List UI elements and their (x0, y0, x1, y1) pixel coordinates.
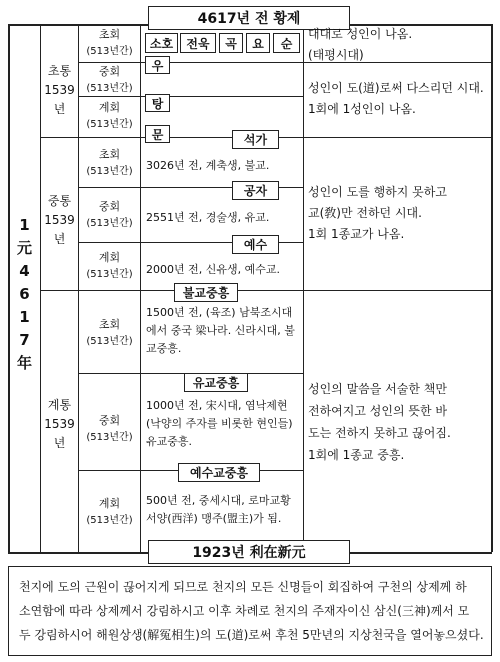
sub-label-7 (79, 316, 140, 350)
sub-period: (513년간) (86, 218, 133, 229)
sage-box-4 (246, 33, 270, 53)
sage-label: 탕 (151, 96, 164, 111)
note-line: 전하여지고 성인의 뜻한 바 (308, 404, 447, 418)
event-line: 서양(西洋) 맹주(盟主)가 됨. (146, 512, 282, 525)
bottom-line: 두 강림하시어 해원상생(解冤相生)의 도(道)로써 후천 5만년의 지상천국을 열어놓으셨다. (19, 628, 484, 642)
sub-period: (513년간) (86, 432, 133, 443)
bottom-title-box (148, 540, 350, 564)
event-text-2: 2551년 전, 경술생, 유교. (146, 211, 270, 224)
sage-label: 곡 (225, 36, 237, 51)
era-name: 초통 (47, 64, 72, 78)
sub-name: 초회 (98, 148, 121, 161)
event-line: 1500년 전, (육조) 남북조시대 (146, 306, 293, 319)
era-years: 1539년 (44, 417, 75, 450)
bulgyo-box (174, 283, 238, 302)
sub-label-5 (79, 198, 140, 232)
frame-bottom-line-right (350, 552, 492, 554)
era-years: 1539년 (44, 213, 75, 246)
sub-period: (513년간) (86, 336, 133, 347)
event-line: 500년 전, 중세시대, 로마교황 (146, 494, 291, 507)
sub-label-9 (79, 495, 140, 529)
era-gyetong (41, 396, 78, 453)
gongja-box (232, 181, 279, 200)
era-years: 1539년 (44, 83, 75, 116)
yesugyo-box (178, 463, 260, 482)
sub-label-3 (79, 99, 140, 133)
right-note-4 (308, 378, 490, 466)
vertical-char: 7 (19, 331, 30, 349)
sage-label: 순 (280, 36, 293, 51)
sub-name: 계회 (98, 497, 121, 510)
sub-label-4 (79, 146, 140, 180)
era-jungtong (41, 192, 78, 249)
note-line: 도는 전하지 못하고 끊어짐. (308, 426, 451, 440)
sub-label-2 (79, 63, 140, 97)
seokga-label: 석가 (243, 133, 268, 147)
sub-name: 계회 (98, 101, 121, 114)
note-line: (태평시대) (308, 48, 364, 62)
sage-label: 우 (151, 58, 164, 73)
bottom-line: 천지에 도의 근원이 끊어지게 되므로 천지의 모든 신명들이 회집하여 구천의 상제께 하 (19, 580, 467, 594)
sage-label: 전욱 (186, 36, 210, 51)
era-name: 중통 (47, 194, 72, 208)
col-divider-3 (140, 24, 141, 552)
col-divider-4 (303, 24, 304, 552)
bottom-title: 1923년 利在新元 (192, 545, 306, 561)
bulgyo-label: 불교중흥 (182, 286, 230, 300)
sub-name: 중회 (98, 414, 121, 427)
sage-box-1 (145, 33, 178, 53)
yugyo-box (184, 373, 248, 392)
vertical-char: 1 (19, 216, 30, 234)
note-line: 성인의 말씀을 서술한 책만 (308, 382, 447, 396)
event-line: 1000년 전, 宋시대, 염낙제현 (146, 399, 288, 412)
event-line: 유교중흥. (146, 435, 193, 448)
event-text-4 (146, 304, 302, 358)
sage-box-2 (180, 33, 216, 53)
right-note-2 (308, 78, 490, 120)
sub-period: (513년간) (86, 83, 133, 94)
sub-period: (513년간) (86, 119, 133, 130)
vertical-char: 年 (16, 354, 32, 372)
bottom-line: 소연함에 따라 상제께서 강림하시고 이후 차례로 천지의 주재자이신 삼신(三神)께서 모 (19, 604, 470, 618)
sub-period: (513년간) (86, 166, 133, 177)
event-text-1: 3026년 전, 계축생, 불교. (146, 159, 270, 172)
top-title: 4617년 전 황제 (197, 11, 301, 27)
sub-period: (513년간) (86, 46, 133, 57)
note-line: 1회에 1종교 중흥. (308, 448, 405, 462)
event-line: 교중흥. (146, 342, 182, 355)
note-line: 성인이 도를 행하지 못하고 (308, 185, 447, 199)
sage-box-tang (145, 94, 170, 112)
sage-box-5 (273, 33, 300, 53)
yesu-box (232, 235, 279, 254)
event-line: 에서 중국 梁나라. 신라시대, 불 (146, 324, 295, 337)
sub-name: 중회 (98, 65, 121, 78)
sage-label: 요 (252, 36, 264, 51)
frame-bottom-line-left (8, 552, 148, 554)
note-line: 1회 1종교가 나옴. (308, 227, 405, 241)
sub-name: 중회 (98, 200, 121, 213)
event-text-3: 2000년 전, 신유생, 예수교. (146, 263, 280, 276)
sage-box-mun (145, 125, 170, 143)
note-line: 대대로 성인이 나옴. (308, 27, 413, 41)
event-text-5 (146, 397, 302, 451)
vertical-year-label (9, 214, 40, 375)
bottom-paragraph-box (8, 566, 492, 656)
sage-label: 소호 (149, 36, 174, 51)
sage-box-u (145, 56, 170, 74)
sage-label: 문 (151, 127, 164, 142)
yugyo-label: 유교중흥 (192, 376, 240, 390)
sub-name: 초회 (98, 318, 121, 331)
gongja-label: 공자 (243, 184, 268, 198)
event-text-6 (146, 492, 302, 528)
sub-period: (513년간) (86, 269, 133, 280)
sage-box-3 (219, 33, 243, 53)
era-name: 계통 (47, 398, 72, 412)
note-line: 교(敎)만 전하던 시대. (308, 206, 422, 220)
vertical-char: 4 (19, 262, 30, 280)
sub-label-6 (79, 249, 140, 283)
sub-name: 계회 (98, 251, 121, 264)
note-line: 1회에 1성인이 나옴. (308, 102, 416, 116)
seokga-box (232, 130, 279, 149)
sub-name: 초회 (98, 28, 121, 41)
vertical-char: 元 (16, 239, 32, 257)
sub-period: (513년간) (86, 515, 133, 526)
yesugyo-label: 예수교중흥 (190, 466, 248, 480)
vertical-char: 6 (19, 285, 30, 303)
sub-label-8 (79, 412, 140, 446)
right-note-1 (308, 24, 490, 66)
era-chotong (41, 62, 78, 119)
vertical-char: 1 (19, 308, 30, 326)
sub-label-1 (79, 26, 140, 60)
event-line: (낙양의 주자를 비롯한 현인들) (146, 417, 293, 430)
yesu-label: 예수 (243, 238, 268, 252)
era-separator-2 (40, 290, 492, 291)
note-line: 성인이 도(道)로써 다스리던 시대. (308, 81, 484, 95)
right-note-3 (308, 182, 490, 245)
frame-right-line (491, 24, 493, 552)
